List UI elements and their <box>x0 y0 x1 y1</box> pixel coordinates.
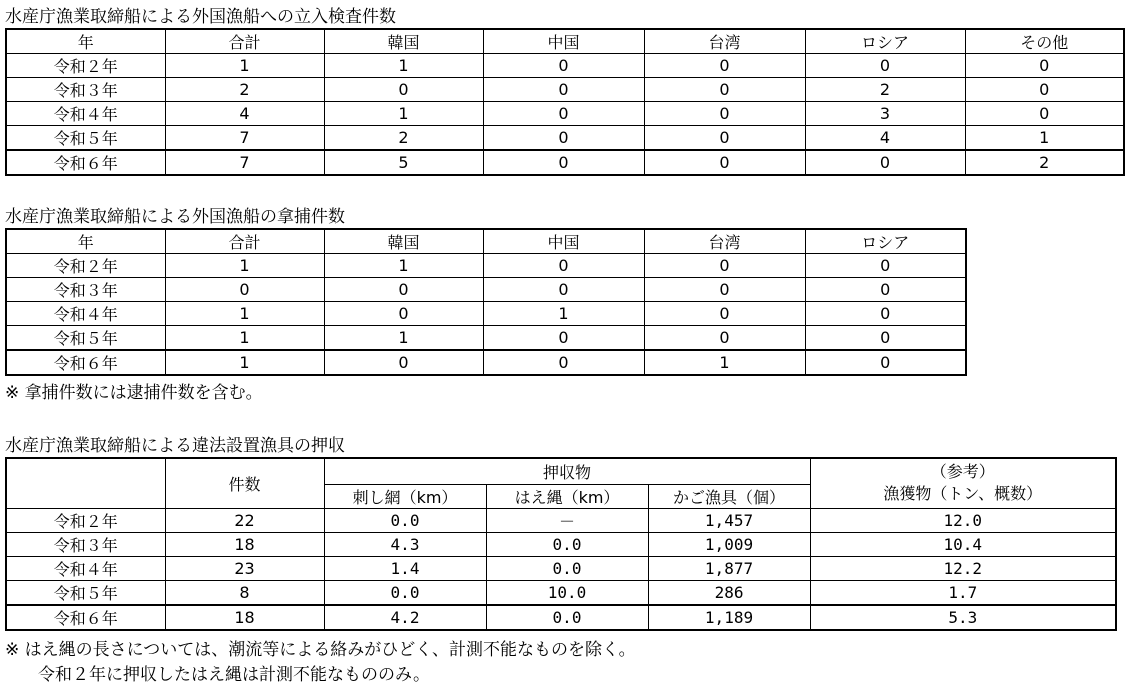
table-row <box>6 350 966 375</box>
seizure-table <box>5 228 967 376</box>
table-row <box>6 150 1124 175</box>
row-year: 令和５年 <box>6 126 165 151</box>
gear-header-seized: 押収物 <box>324 458 810 484</box>
table-cell: 1 <box>324 326 483 351</box>
row-year: 令和３年 <box>6 278 165 302</box>
table-row <box>6 556 1116 580</box>
section2-note: ※ 拿捕件数には逮捕件数を含む。 <box>5 383 263 403</box>
table-row <box>6 54 1124 78</box>
table-row <box>6 302 966 326</box>
row-year: 令和６年 <box>6 605 165 630</box>
gear-header-count: 件数 <box>165 458 324 508</box>
table-cell: 0 <box>324 78 483 102</box>
table-cell: 1 <box>165 326 324 351</box>
gear-header-ref-line2: 漁獲物（トン、概数） <box>883 484 1043 504</box>
column-header: 台湾 <box>644 29 805 54</box>
gear-subheader-longline: はえ縄（km） <box>486 484 648 508</box>
gear-header-reference <box>810 458 1116 508</box>
column-header: 韓国 <box>324 229 483 254</box>
section1-title: 水産庁漁業取締船による外国漁船への立入検査件数 <box>5 7 396 27</box>
section3-note-line2: 令和２年に押収したはえ縄は計測不能なもののみ。 <box>38 665 431 685</box>
table-row <box>6 126 1124 151</box>
table-cell: 1,877 <box>648 556 810 580</box>
table-cell: 18 <box>165 532 324 556</box>
row-year: 令和４年 <box>6 102 165 126</box>
table-cell: 1,009 <box>648 532 810 556</box>
table-cell: 0 <box>805 326 966 351</box>
table-cell: － <box>486 508 648 532</box>
table-cell: 2 <box>805 78 965 102</box>
column-header: ロシア <box>805 229 966 254</box>
section3-title: 水産庁漁業取締船による違法設置漁具の押収 <box>5 436 345 456</box>
table-row <box>6 605 1116 630</box>
table-cell: 10.4 <box>810 532 1116 556</box>
table-cell: 0.0 <box>324 508 486 532</box>
row-year: 令和６年 <box>6 150 165 175</box>
table-cell: 0.0 <box>324 580 486 605</box>
table-cell: 0 <box>644 254 805 278</box>
row-year: 令和３年 <box>6 78 165 102</box>
row-year: 令和２年 <box>6 254 165 278</box>
table-cell: 1 <box>165 350 324 375</box>
table-cell: 12.2 <box>810 556 1116 580</box>
table-cell: 0 <box>644 150 805 175</box>
table-cell: 1 <box>165 302 324 326</box>
row-year: 令和３年 <box>6 532 165 556</box>
table-cell: 1 <box>324 102 483 126</box>
table-row <box>6 532 1116 556</box>
table-cell: 1 <box>483 302 644 326</box>
header-row <box>6 29 1124 54</box>
row-year: 令和４年 <box>6 556 165 580</box>
table-cell: 4.2 <box>324 605 486 630</box>
table-cell: 0 <box>965 102 1124 126</box>
row-year: 令和５年 <box>6 326 165 351</box>
table-cell: 0 <box>965 54 1124 78</box>
table-row <box>6 508 1116 532</box>
table-cell: 0 <box>805 150 965 175</box>
section3-note-line1: ※ はえ縄の長さについては、潮流等による絡みがひどく、計測不能なものを除く。 <box>5 640 636 660</box>
table-cell: 5 <box>324 150 483 175</box>
gear-header-year <box>6 458 165 508</box>
table-cell: 0 <box>483 278 644 302</box>
table-cell: 2 <box>324 126 483 151</box>
column-header: 中国 <box>483 229 644 254</box>
table-cell: 1 <box>165 254 324 278</box>
table-cell: 1 <box>324 254 483 278</box>
gear-table <box>5 457 1117 631</box>
table-cell: 0 <box>483 78 644 102</box>
column-header: 年 <box>6 29 165 54</box>
table-cell: 0.0 <box>486 605 648 630</box>
column-header: 合計 <box>165 29 324 54</box>
table-cell: 8 <box>165 580 324 605</box>
table-cell: 1.7 <box>810 580 1116 605</box>
table-cell: 2 <box>965 150 1124 175</box>
table-cell: 0 <box>644 54 805 78</box>
column-header: 合計 <box>165 229 324 254</box>
gear-header-ref-line1: （参考） <box>930 462 995 482</box>
table-cell: 7 <box>165 150 324 175</box>
table-cell: 0 <box>483 126 644 151</box>
table-cell: 1 <box>165 54 324 78</box>
row-year: 令和４年 <box>6 302 165 326</box>
column-header: ロシア <box>805 29 965 54</box>
table-cell: 0 <box>165 278 324 302</box>
table-cell: 4 <box>165 102 324 126</box>
row-year: 令和２年 <box>6 508 165 532</box>
table-cell: 0 <box>483 326 644 351</box>
table-row <box>6 102 1124 126</box>
table-cell: 0 <box>644 326 805 351</box>
gear-subheader-gillnet: 刺し網（km） <box>324 484 486 508</box>
table-row <box>6 78 1124 102</box>
table-cell: 22 <box>165 508 324 532</box>
row-year: 令和６年 <box>6 350 165 375</box>
gear-table-body <box>6 458 1116 630</box>
table-cell: 0.0 <box>486 556 648 580</box>
table-cell: 0 <box>805 54 965 78</box>
table-cell: 0 <box>805 350 966 375</box>
table-cell: 7 <box>165 126 324 151</box>
column-header: 中国 <box>483 29 644 54</box>
row-year: 令和２年 <box>6 54 165 78</box>
table-cell: 4.3 <box>324 532 486 556</box>
seizure-table-body <box>6 229 966 375</box>
table-cell: 18 <box>165 605 324 630</box>
table-cell: 1,189 <box>648 605 810 630</box>
table-row <box>6 254 966 278</box>
column-header: 韓国 <box>324 29 483 54</box>
table-cell: 1,457 <box>648 508 810 532</box>
table-cell: 0 <box>644 302 805 326</box>
table-cell: 1 <box>965 126 1124 151</box>
table-cell: 23 <box>165 556 324 580</box>
table-cell: 12.0 <box>810 508 1116 532</box>
table-cell: 1 <box>644 350 805 375</box>
table-cell: 0 <box>644 278 805 302</box>
table-cell: 0 <box>483 150 644 175</box>
column-header: 年 <box>6 229 165 254</box>
table-cell: 0 <box>644 126 805 151</box>
inspection-table <box>5 28 1125 176</box>
table-cell: 5.3 <box>810 605 1116 630</box>
header-row <box>6 229 966 254</box>
table-row <box>6 580 1116 605</box>
section2-title: 水産庁漁業取締船による外国漁船の拿捕件数 <box>5 207 345 227</box>
table-cell: 0 <box>324 302 483 326</box>
table-cell: 0 <box>324 278 483 302</box>
table-cell: 1.4 <box>324 556 486 580</box>
table-cell: 0.0 <box>486 532 648 556</box>
table-cell: 0 <box>483 254 644 278</box>
row-year: 令和５年 <box>6 580 165 605</box>
table-cell: 286 <box>648 580 810 605</box>
inspection-table-body <box>6 29 1124 175</box>
column-header: 台湾 <box>644 229 805 254</box>
table-cell: 0 <box>483 350 644 375</box>
table-cell: 0 <box>965 78 1124 102</box>
table-cell: 0 <box>644 78 805 102</box>
table-cell: 0 <box>644 102 805 126</box>
table-row <box>6 278 966 302</box>
table-cell: 0 <box>805 302 966 326</box>
table-cell: 0 <box>483 54 644 78</box>
table-cell: 4 <box>805 126 965 151</box>
table-cell: 3 <box>805 102 965 126</box>
table-cell: 2 <box>165 78 324 102</box>
table-cell: 0 <box>483 102 644 126</box>
table-cell: 0 <box>805 278 966 302</box>
gear-subheader-trap: かご漁具（個） <box>648 484 810 508</box>
table-cell: 1 <box>324 54 483 78</box>
table-cell: 0 <box>805 254 966 278</box>
table-cell: 10.0 <box>486 580 648 605</box>
column-header: その他 <box>965 29 1124 54</box>
table-cell: 0 <box>324 350 483 375</box>
table-row <box>6 326 966 351</box>
